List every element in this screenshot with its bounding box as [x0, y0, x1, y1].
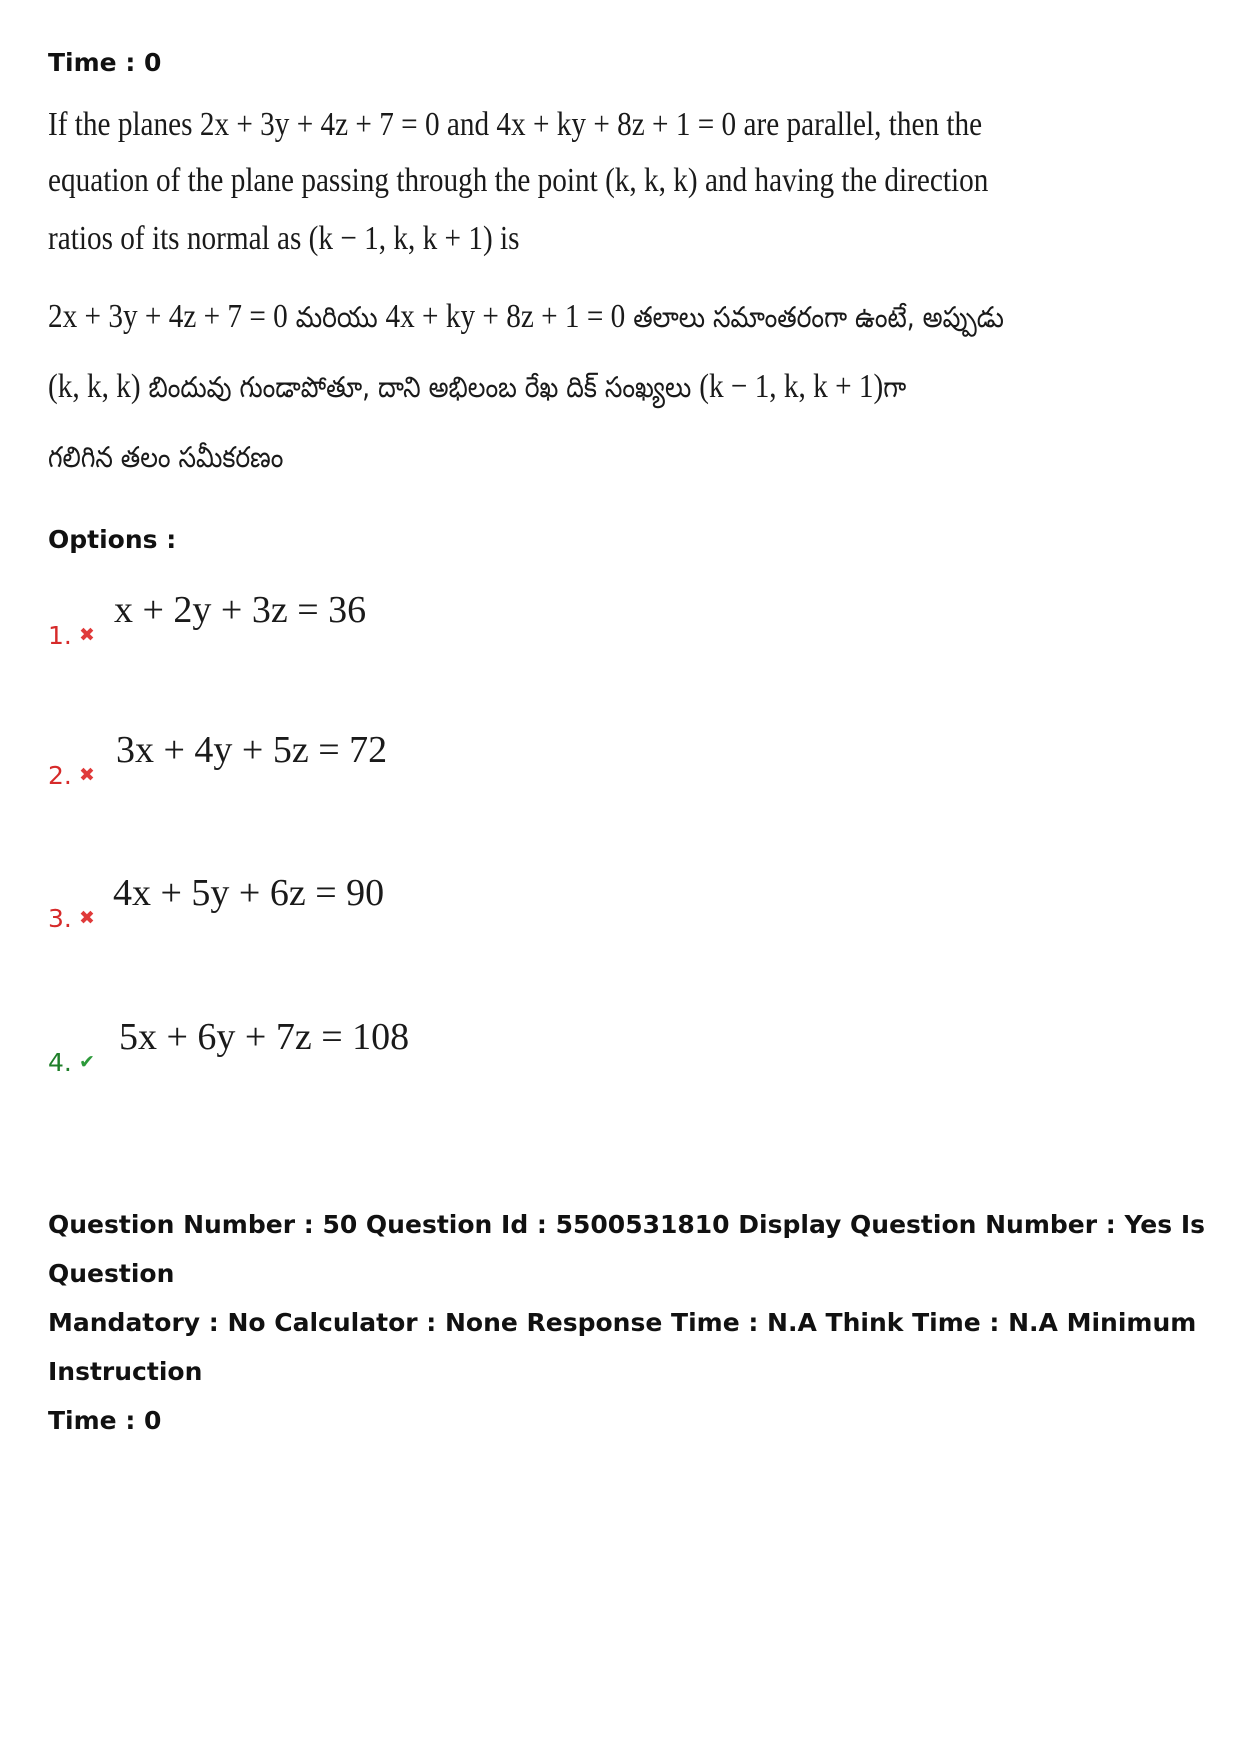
option-2	[48, 730, 648, 790]
question-english-line-1: If the planes 2x + 3y + 4z + 7 = 0 and 4x + ky + 8z + 1 = 0 are parallel, then the	[48, 106, 983, 143]
option-3	[48, 873, 648, 933]
question-english-line-2: equation of the plane passing through the point (k, k, k) and having the direction	[48, 162, 989, 199]
option-4-number: 4.	[48, 1048, 72, 1077]
option-2-equation: 3x + 4y + 5z = 72	[116, 729, 388, 771]
correct-check-icon: ✔	[79, 1051, 95, 1073]
telugu-line-2-word-1: బిందువు గుండాపోతూ, దాని అభిలంబ రేఖ దిక్ సంఖ్యలు	[148, 370, 692, 404]
wrong-mark-icon: ✖	[79, 907, 95, 929]
option-3-number: 3.	[48, 904, 72, 933]
option-2-number: 2.	[48, 761, 72, 790]
option-1-equation: x + 2y + 3z = 36	[114, 589, 367, 631]
telugu-line-1-equation-2: 4x + ky + 8z + 1 = 0	[385, 298, 626, 335]
minimum-instruction-time: Time : 0	[48, 48, 162, 77]
option-1	[48, 590, 648, 650]
question-telugu-line-3: గలిగిన తలం సమీకరణం	[48, 440, 284, 474]
wrong-mark-icon: ✖	[79, 624, 95, 646]
question-english-line-3: ratios of its normal as (k − 1, k, k + 1) is	[48, 220, 520, 257]
wrong-mark-icon: ✖	[79, 764, 95, 786]
option-4	[48, 1017, 648, 1077]
telugu-line-1-equation-1: 2x + 3y + 4z + 7 = 0	[48, 298, 288, 335]
options-heading: Options :	[48, 525, 177, 554]
telugu-line-2-ratios: (k − 1, k, k + 1)	[699, 368, 884, 405]
telugu-line-2-word-2: గా	[883, 370, 907, 404]
telugu-line-1-word-1: మరియు	[295, 300, 378, 334]
question-telugu-line-2	[48, 368, 906, 412]
option-4-equation: 5x + 6y + 7z = 108	[119, 1016, 410, 1058]
question-metadata	[48, 1200, 1208, 1445]
option-1-number: 1.	[48, 621, 72, 650]
metadata-line-3: Time : 0	[48, 1406, 162, 1435]
option-3-equation: 4x + 5y + 6z = 90	[113, 872, 385, 914]
telugu-line-1-word-2: తలాలు సమాంతరంగా ఉంటే, అప్పుడు	[633, 300, 1004, 334]
telugu-line-2-point: (k, k, k)	[48, 368, 141, 405]
question-telugu-line-1	[48, 298, 1004, 342]
metadata-line-1: Question Number : 50 Question Id : 5500531810 Display Question Number : Yes Is Question	[48, 1210, 1206, 1288]
metadata-line-2: Mandatory : No Calculator : None Response Time : N.A Think Time : N.A Minimum Instruction	[48, 1308, 1197, 1386]
